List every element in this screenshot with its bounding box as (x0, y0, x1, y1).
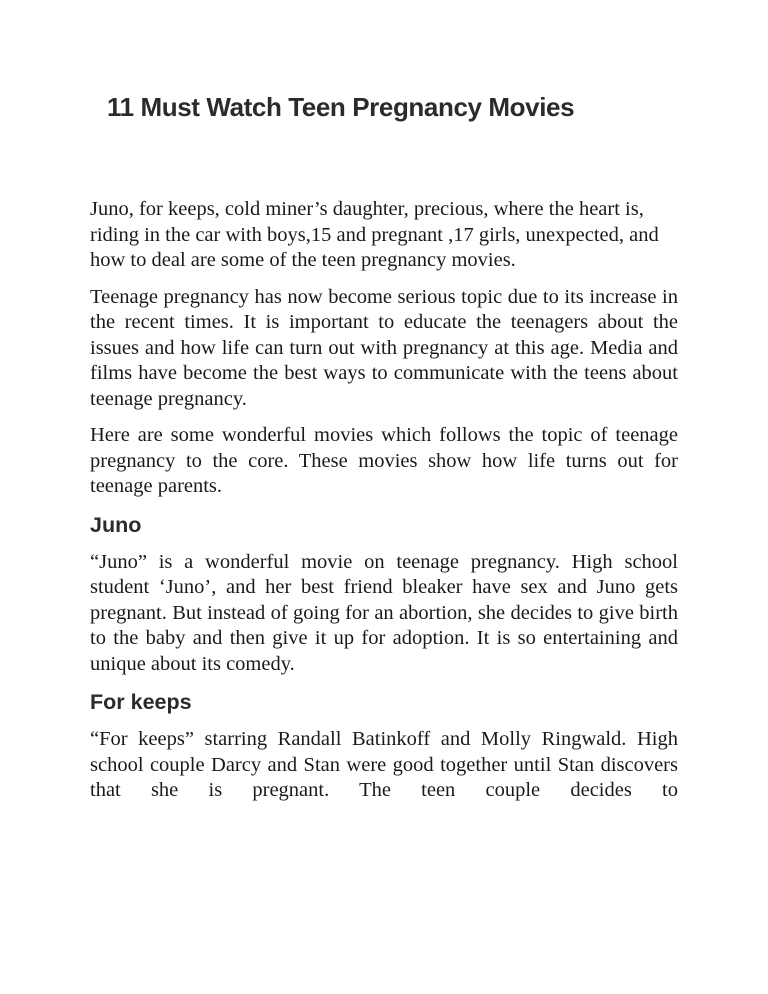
section-heading-for-keeps: For keeps (90, 690, 192, 714)
intro-paragraph-3: Here are some wonderful movies which follows the topic of teenage pregnancy to the core. These movies show how life turns out for teenage parents. (90, 424, 678, 497)
intro-paragraph-2: Teenage pregnancy has now become serious topic due to its increase in the recent times. It is important to educate the teenagers about the issues and how life can turn out with pregnancy at this age. Media and films have become the best ways to communicate with the teens about teenage pregnancy. (90, 285, 678, 410)
section-text-juno: “Juno” is a wonderful movie on teenage pregnancy. High school student ‘Juno’, and her best friend bleaker have sex and Juno gets pregnant. But instead of going for an abortion, she decides to give birth to the baby and then give it up for adoption. It is so entertaining and unique about its comedy. (90, 550, 678, 675)
section-heading-juno: Juno (90, 512, 142, 537)
intro-paragraph-1: Juno, for keeps, cold miner’s daughter, precious, where the heart is, riding in the car with boys,15 and pregnant ,17 girls, unexpected, and how to deal are some of the teen pregnancy movies. (90, 198, 659, 271)
section-text-for-keeps: “For keeps” starring Randall Batinkoff and Molly Ringwald. High school couple Darcy and Stan were good together until Stan discovers that she is pregnant. The teen couple decides to (90, 728, 678, 801)
document-body (90, 197, 678, 804)
document-title: 11 Must Watch Teen Pregnancy Movies (107, 92, 575, 122)
